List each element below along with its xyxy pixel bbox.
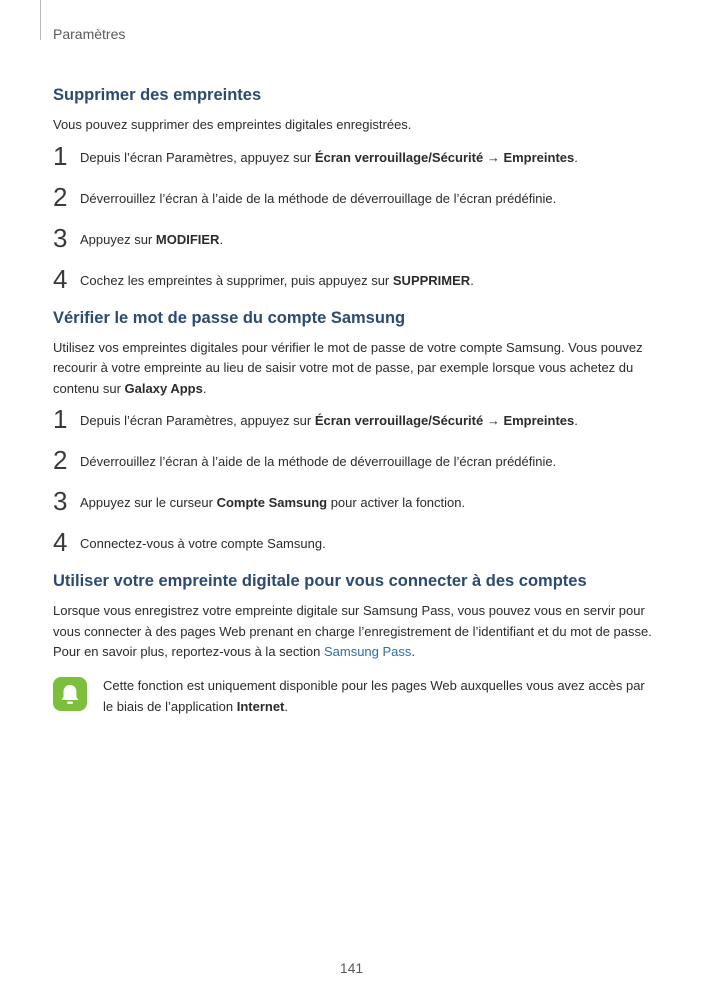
step-text: Depuis l’écran Paramètres, appuyez sur Écran verrouillage/Sécurité → Empreintes. [80,413,578,428]
steps-list [53,404,653,571]
step [53,181,653,226]
step-text: Connectez-vous à votre compte Samsung. [80,536,326,551]
note-text: Cette fonction est uniquement disponible pour les pages Web auxquelles vous avez accès par le biais de l’application Internet. [103,677,645,714]
note-callout [53,675,653,717]
step [53,527,653,571]
step [53,222,653,267]
step-number: 2 [53,181,68,212]
step-number: 1 [53,404,68,434]
step-text: Appuyez sur MODIFIER. [80,231,224,247]
step [53,404,653,448]
step [53,140,653,185]
step-text: Cochez les empreintes à supprimer, puis appuyez sur SUPPRIMER. [80,272,474,288]
header-divider [40,0,41,40]
samsung-pass-link[interactable]: Samsung Pass [323,644,412,659]
bell-icon [53,677,87,711]
step-number: 1 [53,140,68,171]
step-text: Depuis l’écran Paramètres, appuyez sur Écran verrouillage/Sécurité → Empreintes. [80,149,578,165]
step [53,486,653,530]
section-title-verify-samsung-password: Vérifier le mot de passe du compte Samsung [53,308,406,327]
section-title-login-with-fingerprint: Utiliser votre empreinte digitale pour vous connecter à des comptes [53,572,587,590]
section-intro: Vous pouvez supprimer des empreintes digitales enregistrées. [53,117,412,132]
step-text: Déverrouillez l’écran à l’aide de la méthode de déverrouillage de l’écran prédéfinie. [80,454,557,469]
page-number: 141 [339,960,364,976]
step-number: 4 [53,263,68,294]
step-number: 2 [53,445,68,475]
page-content [53,85,653,717]
steps-list [53,140,653,308]
section-title-delete-fingerprints: Supprimer des empreintes [53,86,262,104]
section-intro: Utilisez vos empreintes digitales pour vérifier le mot de passe de votre compte Samsung. Vous pouvez recourir à votre empreinte au lieu de saisir votre mot de passe, par exemple lorsque vous achetez du contenu sur Galaxy Apps. [53,339,643,396]
header-title: Paramètres [53,26,126,42]
step-text: Appuyez sur le curseur Compte Samsung pour activer la fonction. [80,495,466,510]
step-number: 3 [53,222,68,253]
step-number: 4 [53,527,68,557]
step-number: 3 [53,486,68,516]
section-intro: Lorsque vous enregistrez votre empreinte digitale sur Samsung Pass, vous pouvez vous en servir pour vous connecter à des pages Web prenant en charge l’enregistrement de l’identifiant et du mot de passe. Pour en savoir plus, reportez-vous à la section Samsung Pass. [53,603,652,659]
step-text: Déverrouillez l’écran à l’aide de la méthode de déverrouillage de l’écran prédéfinie. [80,190,557,206]
step [53,445,653,489]
step [53,263,653,308]
